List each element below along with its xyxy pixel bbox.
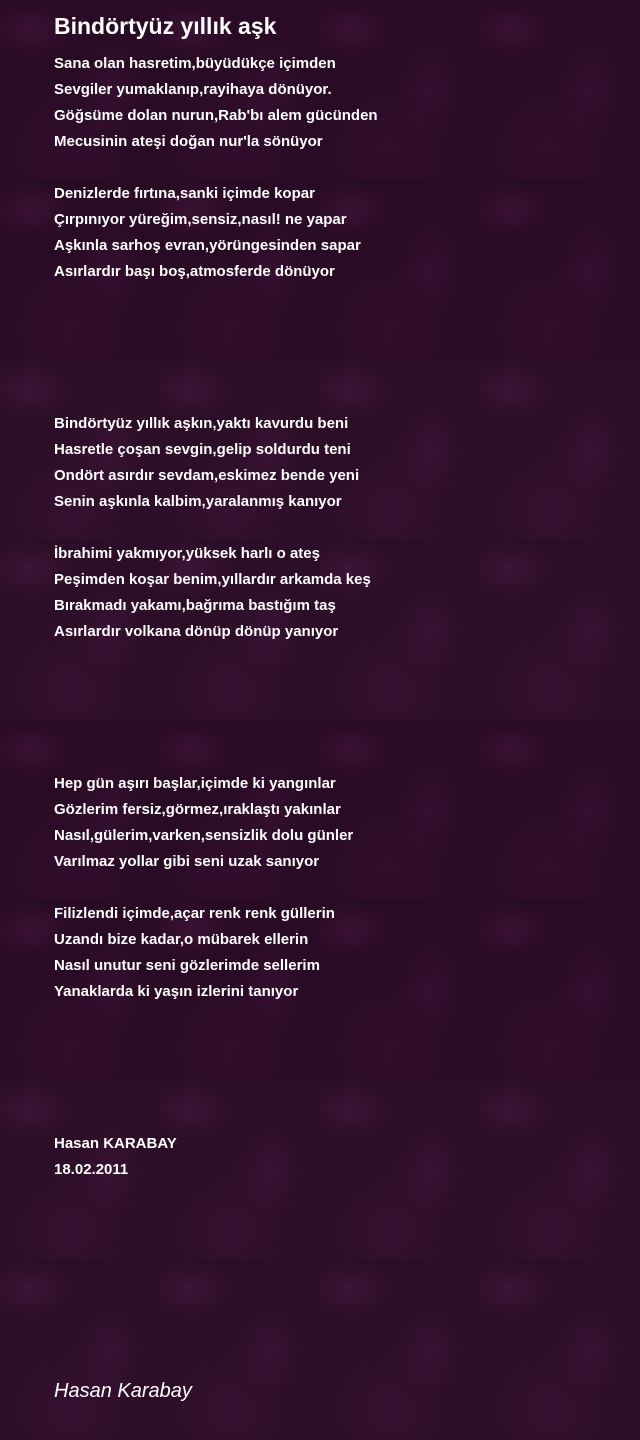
poem-line: Ondört asırdır sevdam,eskimez bende yeni [54,467,360,484]
poem-author: Hasan KARABAY [54,1135,177,1152]
poem-line: Yanaklarda ki yaşın izlerini tanıyor [54,983,299,1000]
poem-line: Peşimden koşar benim,yıllardır arkamda keş [54,571,371,588]
poem-line: Mecusinin ateşi doğan nur'la sönüyor [54,133,323,150]
poem-line: Sevgiler yumaklanıp,rayihaya dönüyor. [54,81,332,98]
poem-line: Gözlerim fersiz,görmez,ıraklaştı yakınlar [54,801,341,818]
stanza [54,901,335,1005]
poem-line: Asırlardır volkana dönüp dönüp yanıyor [54,623,339,640]
poem-title: Bindörtyüz yıllık aşk [54,13,277,39]
poem-line: Uzandı bize kadar,o mübarek ellerin [54,931,309,948]
poem-date: 18.02.2011 [54,1161,129,1178]
poem-line: Hasretle çoşan sevgin,gelip soldurdu teni [54,441,351,458]
stanza [54,181,361,285]
poem-line: Nasıl,gülerim,varken,sensizlik dolu günler [54,827,354,844]
poem-line: Aşkınla sarhoş evran,yörüngesinden sapar [54,237,361,254]
poem-line: Varılmaz yollar gibi seni uzak sanıyor [54,853,320,870]
stanza [54,541,371,645]
poem-line: Filizlendi içimde,açar renk renk güllerin [54,905,335,922]
poem-line: Asırlardır başı boş,atmosferde dönüyor [54,263,335,280]
poem-line: Çırpınıyor yüreğim,sensiz,nasıl! ne yapar [54,211,347,228]
poem-line: Göğsüme dolan nurun,Rab'bı alem gücünden [54,107,378,124]
stanza [54,51,378,155]
poem-line: Bırakmadı yakamı,bağrıma bastığım taş [54,597,336,614]
stanza [54,771,353,875]
poem-line: Denizlerde fırtına,sanki içimde kopar [54,185,315,202]
poem-line: Sana olan hasretim,büyüdükçe içimden [54,55,336,72]
author-signature: Hasan Karabay [54,1380,192,1402]
poem-line: İbrahimi yakmıyor,yüksek harlı o ateş [54,545,320,562]
poem-line: Hep gün aşırı başlar,içimde ki yangınlar [54,775,336,792]
poem-line: Senin aşkınla kalbim,yaralanmış kanıyor [54,493,342,510]
stanza [54,411,359,515]
poem-line: Bindörtyüz yıllık aşkın,yaktı kavurdu beni [54,415,349,432]
poem-line: Nasıl unutur seni gözlerimde sellerim [54,957,320,974]
